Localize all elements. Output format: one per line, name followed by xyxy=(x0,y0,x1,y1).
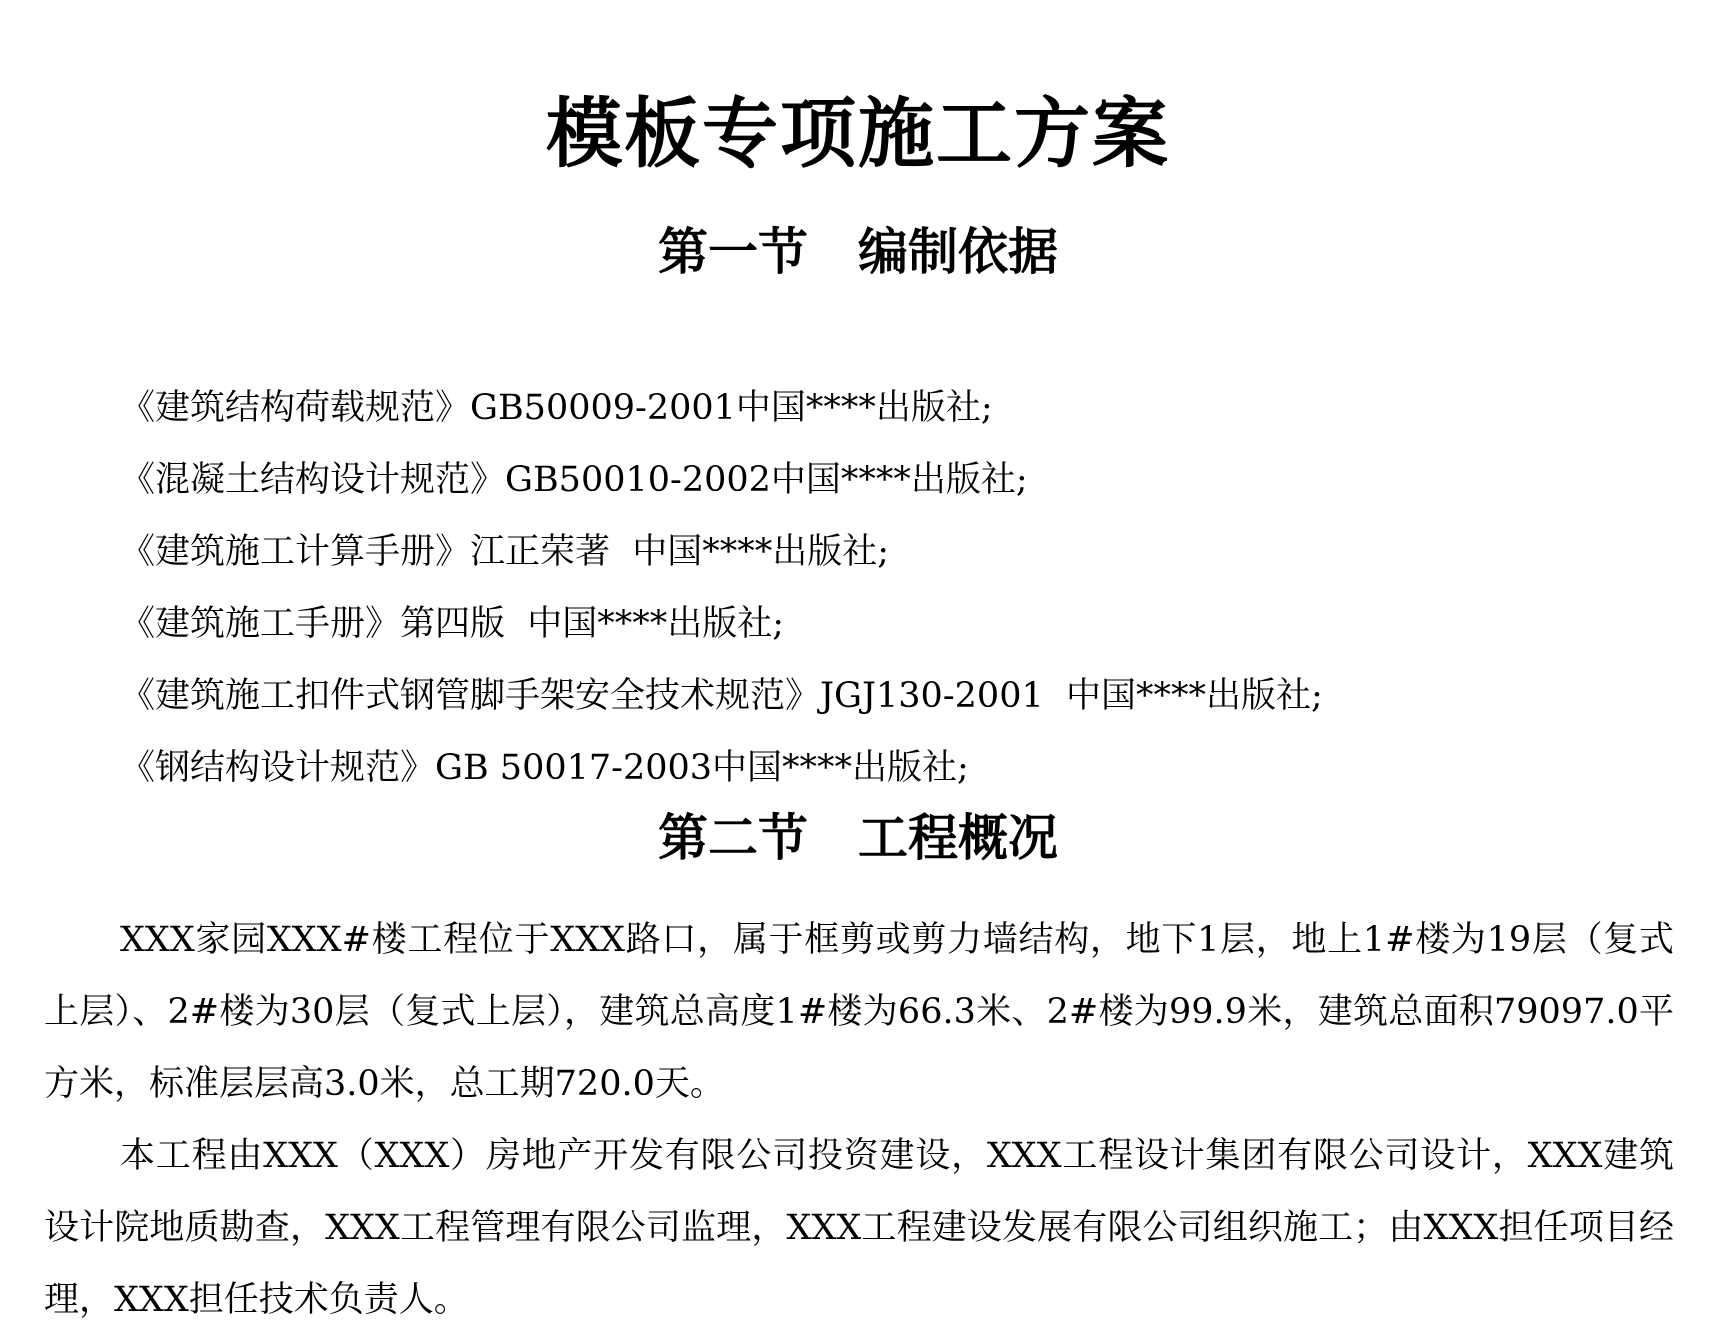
section-heading-overview: 第二节 工程概况 xyxy=(658,808,1058,867)
reference-item: 《建筑施工手册》第四版 中国****出版社; xyxy=(120,604,785,644)
overview-paragraph: 本工程由XXX（XXX）房地产开发有限公司投资建设，XXX工程设计集团有限公司设计，XXX建筑设计院地质勘查，XXX工程管理有限公司监理，XXX工程建设发展有限公司组织施工；由XXX担任项目经理，XXX担任技术负责人。 xyxy=(44,1136,1674,1320)
reference-item: 《混凝土结构设计规范》GB50010-2002中国****出版社; xyxy=(120,460,1028,500)
document-title: 模板专项施工方案 xyxy=(546,89,1170,178)
reference-list xyxy=(120,372,1323,804)
reference-item: 《建筑施工计算手册》江正荣著 中国****出版社; xyxy=(120,532,890,572)
reference-item: 《钢结构设计规范》GB 50017-2003中国****出版社; xyxy=(120,748,969,788)
section-heading-basis: 第一节 编制依据 xyxy=(658,222,1058,281)
overview-paragraph: XXX家园XXX#楼工程位于XXX路口，属于框剪或剪力墙结构，地下1层，地上1#楼为19层（复式上层）、2#楼为30层（复式上层），建筑总高度1#楼为66.3米、2#楼为99.9米，建筑总面积79097.0平方米，标准层层高3.0米，总工期720.0天。 xyxy=(44,920,1674,1104)
reference-item: 《建筑施工扣件式钢管脚手架安全技术规范》JGJ130-2001 中国****出版社; xyxy=(120,676,1323,716)
reference-item: 《建筑结构荷载规范》GB50009-2001中国****出版社; xyxy=(120,388,993,428)
